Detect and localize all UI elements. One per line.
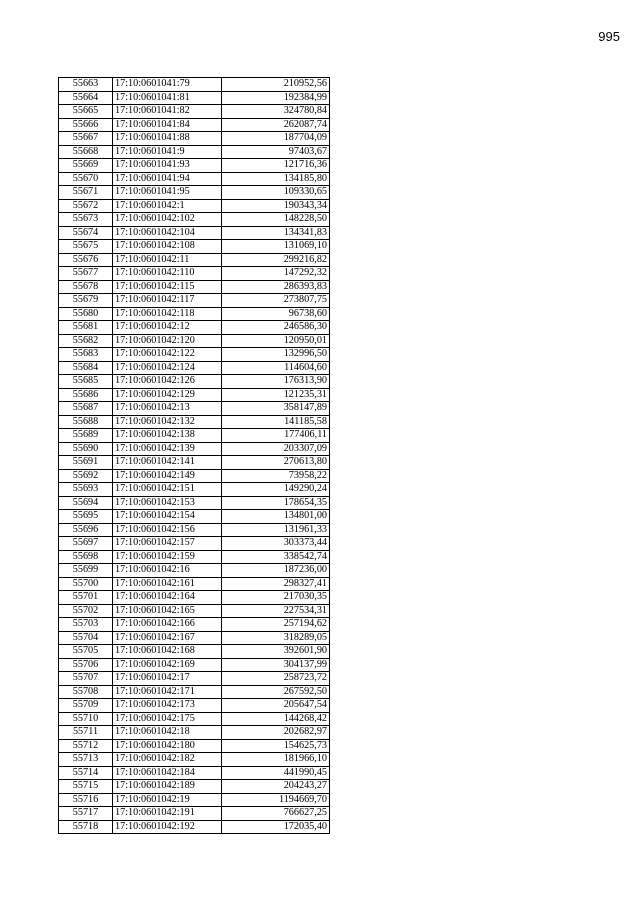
table-row <box>59 240 330 254</box>
table-row <box>59 361 330 375</box>
value-cell: 176313,90 <box>222 375 330 389</box>
row-number-cell: 55717 <box>59 807 113 821</box>
table-row <box>59 510 330 524</box>
cadastral-number-cell: 17:10:0601042:189 <box>113 780 222 794</box>
value-cell: 132996,50 <box>222 348 330 362</box>
value-cell: 96738,60 <box>222 307 330 321</box>
cadastral-number-cell: 17:10:0601042:166 <box>113 618 222 632</box>
table-row <box>59 766 330 780</box>
row-number-cell: 55714 <box>59 766 113 780</box>
row-number-cell: 55663 <box>59 78 113 92</box>
cadastral-number-cell: 17:10:0601041:88 <box>113 132 222 146</box>
value-cell: 270613,80 <box>222 456 330 470</box>
table-row <box>59 388 330 402</box>
row-number-cell: 55706 <box>59 658 113 672</box>
cadastral-number-cell: 17:10:0601042:117 <box>113 294 222 308</box>
value-cell: 187236,00 <box>222 564 330 578</box>
value-cell: 131069,10 <box>222 240 330 254</box>
value-cell: 1194669,70 <box>222 793 330 807</box>
value-cell: 304137,99 <box>222 658 330 672</box>
row-number-cell: 55718 <box>59 820 113 834</box>
row-number-cell: 55697 <box>59 537 113 551</box>
row-number-cell: 55686 <box>59 388 113 402</box>
row-number-cell: 55665 <box>59 105 113 119</box>
table-row <box>59 645 330 659</box>
table-row <box>59 348 330 362</box>
table-row <box>59 280 330 294</box>
row-number-cell: 55698 <box>59 550 113 564</box>
cadastral-number-cell: 17:10:0601042:139 <box>113 442 222 456</box>
value-cell: 134341,83 <box>222 226 330 240</box>
table-row <box>59 807 330 821</box>
row-number-cell: 55689 <box>59 429 113 443</box>
row-number-cell: 55711 <box>59 726 113 740</box>
row-number-cell: 55671 <box>59 186 113 200</box>
cadastral-number-cell: 17:10:0601042:12 <box>113 321 222 335</box>
value-cell: 192384,99 <box>222 91 330 105</box>
value-cell: 204243,27 <box>222 780 330 794</box>
table-row <box>59 415 330 429</box>
table-row <box>59 631 330 645</box>
value-cell: 210952,56 <box>222 78 330 92</box>
cadastral-number-cell: 17:10:0601041:95 <box>113 186 222 200</box>
row-number-cell: 55704 <box>59 631 113 645</box>
cadastral-number-cell: 17:10:0601042:167 <box>113 631 222 645</box>
row-number-cell: 55673 <box>59 213 113 227</box>
row-number-cell: 55713 <box>59 753 113 767</box>
table-row <box>59 780 330 794</box>
value-cell: 358147,89 <box>222 402 330 416</box>
table-row <box>59 658 330 672</box>
table-row <box>59 442 330 456</box>
row-number-cell: 55710 <box>59 712 113 726</box>
cadastral-number-cell: 17:10:0601042:180 <box>113 739 222 753</box>
table-row <box>59 375 330 389</box>
cadastral-number-cell: 17:10:0601042:126 <box>113 375 222 389</box>
table-row <box>59 105 330 119</box>
row-number-cell: 55674 <box>59 226 113 240</box>
table-row <box>59 78 330 92</box>
table-row <box>59 523 330 537</box>
table-row <box>59 550 330 564</box>
row-number-cell: 55675 <box>59 240 113 254</box>
cadastral-number-cell: 17:10:0601042:171 <box>113 685 222 699</box>
cadastral-number-cell: 17:10:0601042:149 <box>113 469 222 483</box>
cadastral-number-cell: 17:10:0601042:16 <box>113 564 222 578</box>
cadastral-number-cell: 17:10:0601042:156 <box>113 523 222 537</box>
row-number-cell: 55684 <box>59 361 113 375</box>
row-number-cell: 55691 <box>59 456 113 470</box>
row-number-cell: 55693 <box>59 483 113 497</box>
value-cell: 273807,75 <box>222 294 330 308</box>
row-number-cell: 55690 <box>59 442 113 456</box>
row-number-cell: 55676 <box>59 253 113 267</box>
table-row <box>59 739 330 753</box>
cadastral-number-cell: 17:10:0601042:182 <box>113 753 222 767</box>
cadastral-number-cell: 17:10:0601042:129 <box>113 388 222 402</box>
table-row <box>59 159 330 173</box>
table-row <box>59 91 330 105</box>
value-cell: 286393,83 <box>222 280 330 294</box>
value-cell: 172035,40 <box>222 820 330 834</box>
cadastral-number-cell: 17:10:0601042:173 <box>113 699 222 713</box>
table-row <box>59 402 330 416</box>
row-number-cell: 55702 <box>59 604 113 618</box>
cadastral-number-cell: 17:10:0601041:79 <box>113 78 222 92</box>
value-cell: 131961,33 <box>222 523 330 537</box>
value-cell: 338542,74 <box>222 550 330 564</box>
value-cell: 205647,54 <box>222 699 330 713</box>
row-number-cell: 55709 <box>59 699 113 713</box>
value-cell: 181966,10 <box>222 753 330 767</box>
cadastral-number-cell: 17:10:0601042:138 <box>113 429 222 443</box>
cadastral-number-cell: 17:10:0601042:118 <box>113 307 222 321</box>
row-number-cell: 55685 <box>59 375 113 389</box>
table-row <box>59 496 330 510</box>
table-row <box>59 469 330 483</box>
value-cell: 177406,11 <box>222 429 330 443</box>
table-row <box>59 537 330 551</box>
value-cell: 178654,35 <box>222 496 330 510</box>
table-row <box>59 712 330 726</box>
row-number-cell: 55707 <box>59 672 113 686</box>
value-cell: 141185,58 <box>222 415 330 429</box>
table-row <box>59 564 330 578</box>
table-row <box>59 456 330 470</box>
value-cell: 262087,74 <box>222 118 330 132</box>
cadastral-number-cell: 17:10:0601042:157 <box>113 537 222 551</box>
table-row <box>59 429 330 443</box>
value-cell: 324780,84 <box>222 105 330 119</box>
value-cell: 299216,82 <box>222 253 330 267</box>
cadastral-number-cell: 17:10:0601042:151 <box>113 483 222 497</box>
cadastral-number-cell: 17:10:0601042:18 <box>113 726 222 740</box>
row-number-cell: 55688 <box>59 415 113 429</box>
cadastral-number-cell: 17:10:0601041:94 <box>113 172 222 186</box>
table-row <box>59 199 330 213</box>
value-cell: 147292,32 <box>222 267 330 281</box>
value-cell: 217030,35 <box>222 591 330 605</box>
value-cell: 203307,09 <box>222 442 330 456</box>
value-cell: 303373,44 <box>222 537 330 551</box>
row-number-cell: 55705 <box>59 645 113 659</box>
value-cell: 190343,34 <box>222 199 330 213</box>
row-number-cell: 55664 <box>59 91 113 105</box>
row-number-cell: 55683 <box>59 348 113 362</box>
cadastral-number-cell: 17:10:0601042:184 <box>113 766 222 780</box>
cadastral-number-cell: 17:10:0601042:124 <box>113 361 222 375</box>
table-row <box>59 307 330 321</box>
table-row <box>59 132 330 146</box>
table-row <box>59 172 330 186</box>
value-cell: 144268,42 <box>222 712 330 726</box>
page-number: 995 <box>598 29 620 44</box>
row-number-cell: 55687 <box>59 402 113 416</box>
value-cell: 202682,97 <box>222 726 330 740</box>
row-number-cell: 55669 <box>59 159 113 173</box>
table-row <box>59 577 330 591</box>
cadastral-number-cell: 17:10:0601042:164 <box>113 591 222 605</box>
value-cell: 441990,45 <box>222 766 330 780</box>
cadastral-number-cell: 17:10:0601042:13 <box>113 402 222 416</box>
value-cell: 227534,31 <box>222 604 330 618</box>
value-cell: 120950,01 <box>222 334 330 348</box>
value-cell: 766627,25 <box>222 807 330 821</box>
row-number-cell: 55666 <box>59 118 113 132</box>
cadastral-number-cell: 17:10:0601042:108 <box>113 240 222 254</box>
cadastral-number-cell: 17:10:0601042:19 <box>113 793 222 807</box>
table-row <box>59 294 330 308</box>
row-number-cell: 55699 <box>59 564 113 578</box>
table-row <box>59 672 330 686</box>
row-number-cell: 55716 <box>59 793 113 807</box>
table-row <box>59 699 330 713</box>
row-number-cell: 55668 <box>59 145 113 159</box>
cadastral-number-cell: 17:10:0601042:175 <box>113 712 222 726</box>
value-cell: 73958,22 <box>222 469 330 483</box>
row-number-cell: 55672 <box>59 199 113 213</box>
table-row <box>59 726 330 740</box>
cadastral-number-cell: 17:10:0601042:154 <box>113 510 222 524</box>
row-number-cell: 55682 <box>59 334 113 348</box>
cadastral-number-cell: 17:10:0601041:93 <box>113 159 222 173</box>
value-cell: 187704,09 <box>222 132 330 146</box>
row-number-cell: 55708 <box>59 685 113 699</box>
cadastral-number-cell: 17:10:0601042:11 <box>113 253 222 267</box>
cadastral-number-cell: 17:10:0601042:169 <box>113 658 222 672</box>
table-row <box>59 253 330 267</box>
table-row <box>59 618 330 632</box>
table-row <box>59 820 330 834</box>
row-number-cell: 55694 <box>59 496 113 510</box>
table-row <box>59 604 330 618</box>
cadastral-number-cell: 17:10:0601042:192 <box>113 820 222 834</box>
row-number-cell: 55681 <box>59 321 113 335</box>
cadastral-number-cell: 17:10:0601042:191 <box>113 807 222 821</box>
row-number-cell: 55670 <box>59 172 113 186</box>
cadastral-number-cell: 17:10:0601042:132 <box>113 415 222 429</box>
table-row <box>59 685 330 699</box>
cadastral-number-cell: 17:10:0601042:168 <box>113 645 222 659</box>
cadastral-number-cell: 17:10:0601042:102 <box>113 213 222 227</box>
value-cell: 257194,62 <box>222 618 330 632</box>
value-cell: 148228,50 <box>222 213 330 227</box>
cadastral-number-cell: 17:10:0601042:159 <box>113 550 222 564</box>
value-cell: 134185,80 <box>222 172 330 186</box>
row-number-cell: 55712 <box>59 739 113 753</box>
table-row <box>59 321 330 335</box>
value-cell: 121716,36 <box>222 159 330 173</box>
row-number-cell: 55703 <box>59 618 113 632</box>
row-number-cell: 55667 <box>59 132 113 146</box>
cadastral-number-cell: 17:10:0601042:153 <box>113 496 222 510</box>
row-number-cell: 55692 <box>59 469 113 483</box>
table-row <box>59 213 330 227</box>
value-cell: 318289,05 <box>222 631 330 645</box>
table-row <box>59 267 330 281</box>
cadastral-number-cell: 17:10:0601042:141 <box>113 456 222 470</box>
value-cell: 97403,67 <box>222 145 330 159</box>
cadastral-number-cell: 17:10:0601042:165 <box>113 604 222 618</box>
cadastral-number-cell: 17:10:0601041:81 <box>113 91 222 105</box>
value-cell: 109330,65 <box>222 186 330 200</box>
row-number-cell: 55701 <box>59 591 113 605</box>
cadastral-number-cell: 17:10:0601042:1 <box>113 199 222 213</box>
table-row <box>59 591 330 605</box>
row-number-cell: 55700 <box>59 577 113 591</box>
row-number-cell: 55679 <box>59 294 113 308</box>
table-row <box>59 334 330 348</box>
table-row <box>59 226 330 240</box>
cadastral-number-cell: 17:10:0601042:110 <box>113 267 222 281</box>
row-number-cell: 55677 <box>59 267 113 281</box>
cadastral-number-cell: 17:10:0601042:115 <box>113 280 222 294</box>
table-row <box>59 483 330 497</box>
table-row <box>59 145 330 159</box>
table-row <box>59 793 330 807</box>
cadastral-number-cell: 17:10:0601042:17 <box>113 672 222 686</box>
cadastral-value-table <box>58 77 330 834</box>
cadastral-number-cell: 17:10:0601042:122 <box>113 348 222 362</box>
row-number-cell: 55696 <box>59 523 113 537</box>
cadastral-number-cell: 17:10:0601041:9 <box>113 145 222 159</box>
cadastral-number-cell: 17:10:0601042:104 <box>113 226 222 240</box>
value-cell: 154625,73 <box>222 739 330 753</box>
value-cell: 121235,31 <box>222 388 330 402</box>
value-cell: 134801,00 <box>222 510 330 524</box>
value-cell: 246586,30 <box>222 321 330 335</box>
table-row <box>59 186 330 200</box>
table-body <box>59 78 330 834</box>
value-cell: 267592,50 <box>222 685 330 699</box>
table-row <box>59 118 330 132</box>
cadastral-number-cell: 17:10:0601042:161 <box>113 577 222 591</box>
row-number-cell: 55715 <box>59 780 113 794</box>
row-number-cell: 55695 <box>59 510 113 524</box>
value-cell: 298327,41 <box>222 577 330 591</box>
value-cell: 149290,24 <box>222 483 330 497</box>
cadastral-number-cell: 17:10:0601041:82 <box>113 105 222 119</box>
cadastral-number-cell: 17:10:0601042:120 <box>113 334 222 348</box>
cadastral-number-cell: 17:10:0601041:84 <box>113 118 222 132</box>
value-cell: 392601,90 <box>222 645 330 659</box>
value-cell: 258723,72 <box>222 672 330 686</box>
row-number-cell: 55678 <box>59 280 113 294</box>
value-cell: 114604,60 <box>222 361 330 375</box>
table-row <box>59 753 330 767</box>
row-number-cell: 55680 <box>59 307 113 321</box>
